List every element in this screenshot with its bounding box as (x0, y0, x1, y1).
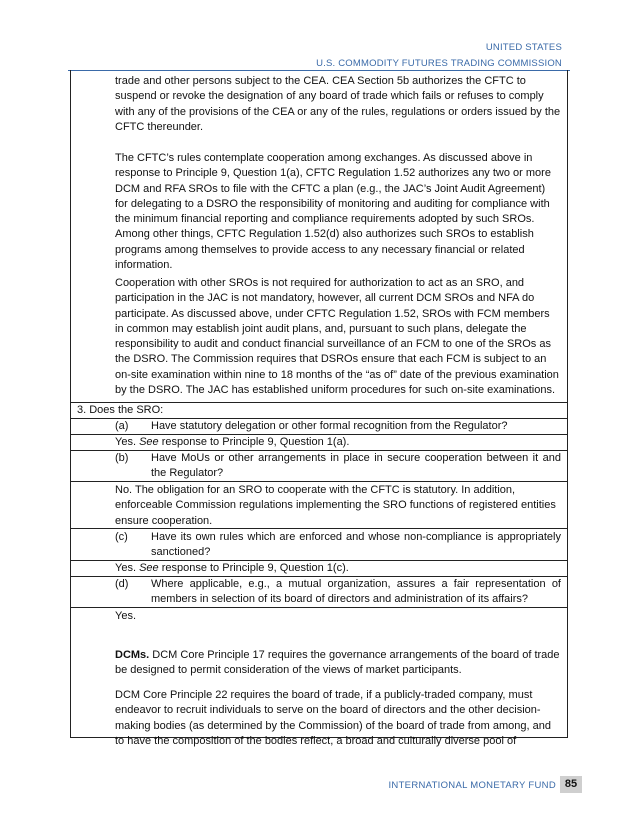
item-a-text: Have statutory delegation or other formal recognition from the Regulator? (151, 420, 508, 432)
item-c-text: Have its own rules which are enforced and whose non-compliance is appropriately sanctioned? (151, 531, 561, 559)
item-b-text: Have MoUs or other arrangements in place in secure cooperation between it and the Regulator? (151, 452, 561, 480)
question-3-label: 3. Does the SRO: (77, 404, 164, 416)
assessment-table (70, 70, 568, 747)
footer-org: INTERNATIONAL MONETARY FUND (388, 780, 556, 791)
page-number: 85 (560, 776, 582, 793)
item-a-answer: Yes. See response to Principle 9, Question 1(a). (115, 436, 350, 448)
row-divider (71, 528, 567, 529)
item-b-answer: No. The obligation for an SRO to cooperate with the CFTC is statutory. In addition, enforceable Commission regulations implementing the SRO functions of registered entities ensure cooperation. (115, 484, 556, 527)
header-agency: U.S. COMMODITY FUTURES TRADING COMMISSION (316, 58, 562, 69)
row-divider (71, 481, 567, 482)
row-divider (71, 607, 567, 608)
header-country: UNITED STATES (485, 42, 562, 53)
item-d-label: (d) (115, 578, 129, 590)
item-a-label: (a) (115, 420, 129, 432)
dcm-paragraph-2: DCM Core Principle 22 requires the board of trade, if a publicly-traded company, must endeavor to recruit individuals to serve on the board of directors and the other decision-making bodies (as determined by the Commission) of the board of trade from among, and to have the composition of the bodies reflect, a broad and culturally diverse pool of (115, 689, 551, 747)
paragraph-3: Cooperation with other SROs is not required for authorization to act as an SRO, and participation in the JAC is not mandatory, however, all current DCM SROs and NFA do participate. As discussed above, under CFTC Regulation 1.52, SROs with FCM members in common may establish joint audit plans, and, pursuant to such plans, delegate the responsibility to audit and conduct financial surveillance of an FCM to one of the SROs as the DSRO. The Commission requires that DSROs ensure that each FCM is subject to an on-site examination within nine to 18 months of the “as of” date of the previous examination by the DSRO. The JAC has established uniform procedures for such on-site examinations. (115, 277, 559, 397)
item-c-answer: Yes. See response to Principle 9, Question 1(c). (115, 562, 349, 574)
item-b-label: (b) (115, 452, 129, 464)
paragraph-1: trade and other persons subject to the CEA. CEA Section 5b authorizes the CFTC to suspend or revoke the designation of any board of trade which fails or refuses to comply with any of the provisions of the CEA or any of the rules, regulations or orders issued by the CFTC thereunder. (115, 75, 561, 133)
dcm-paragraph: DCMs. DCM Core Principle 17 requires the governance arrangements of the board of trade be designed to permit consideration of the views of market participants. (115, 649, 560, 677)
item-d-text: Where applicable, e.g., a mutual organization, assures a fair representation of members in selection of its board of directors and administration of its affairs? (151, 578, 561, 606)
item-c-label: (c) (115, 531, 128, 543)
paragraph-2: The CFTC’s rules contemplate cooperation among exchanges. As discussed above in response to Principle 9, Question 1(a), CFTC Regulation 1.52 authorizes any two or more DCM and RFA SROs to file with the CFTC a plan (e.g., the JAC’s Joint Audit Agreement) for delegating to a DSRO the responsibility of monitoring and auditing for compliance with the minimum financial reporting and compliance requirements adopted by such SROs. Among other things, CFTC Regulation 1.52(d) also authorizes such SROs to establish programs among themselves to provide access to any necessary financial or related information. (115, 152, 551, 272)
item-d-answer: Yes. (115, 610, 137, 622)
